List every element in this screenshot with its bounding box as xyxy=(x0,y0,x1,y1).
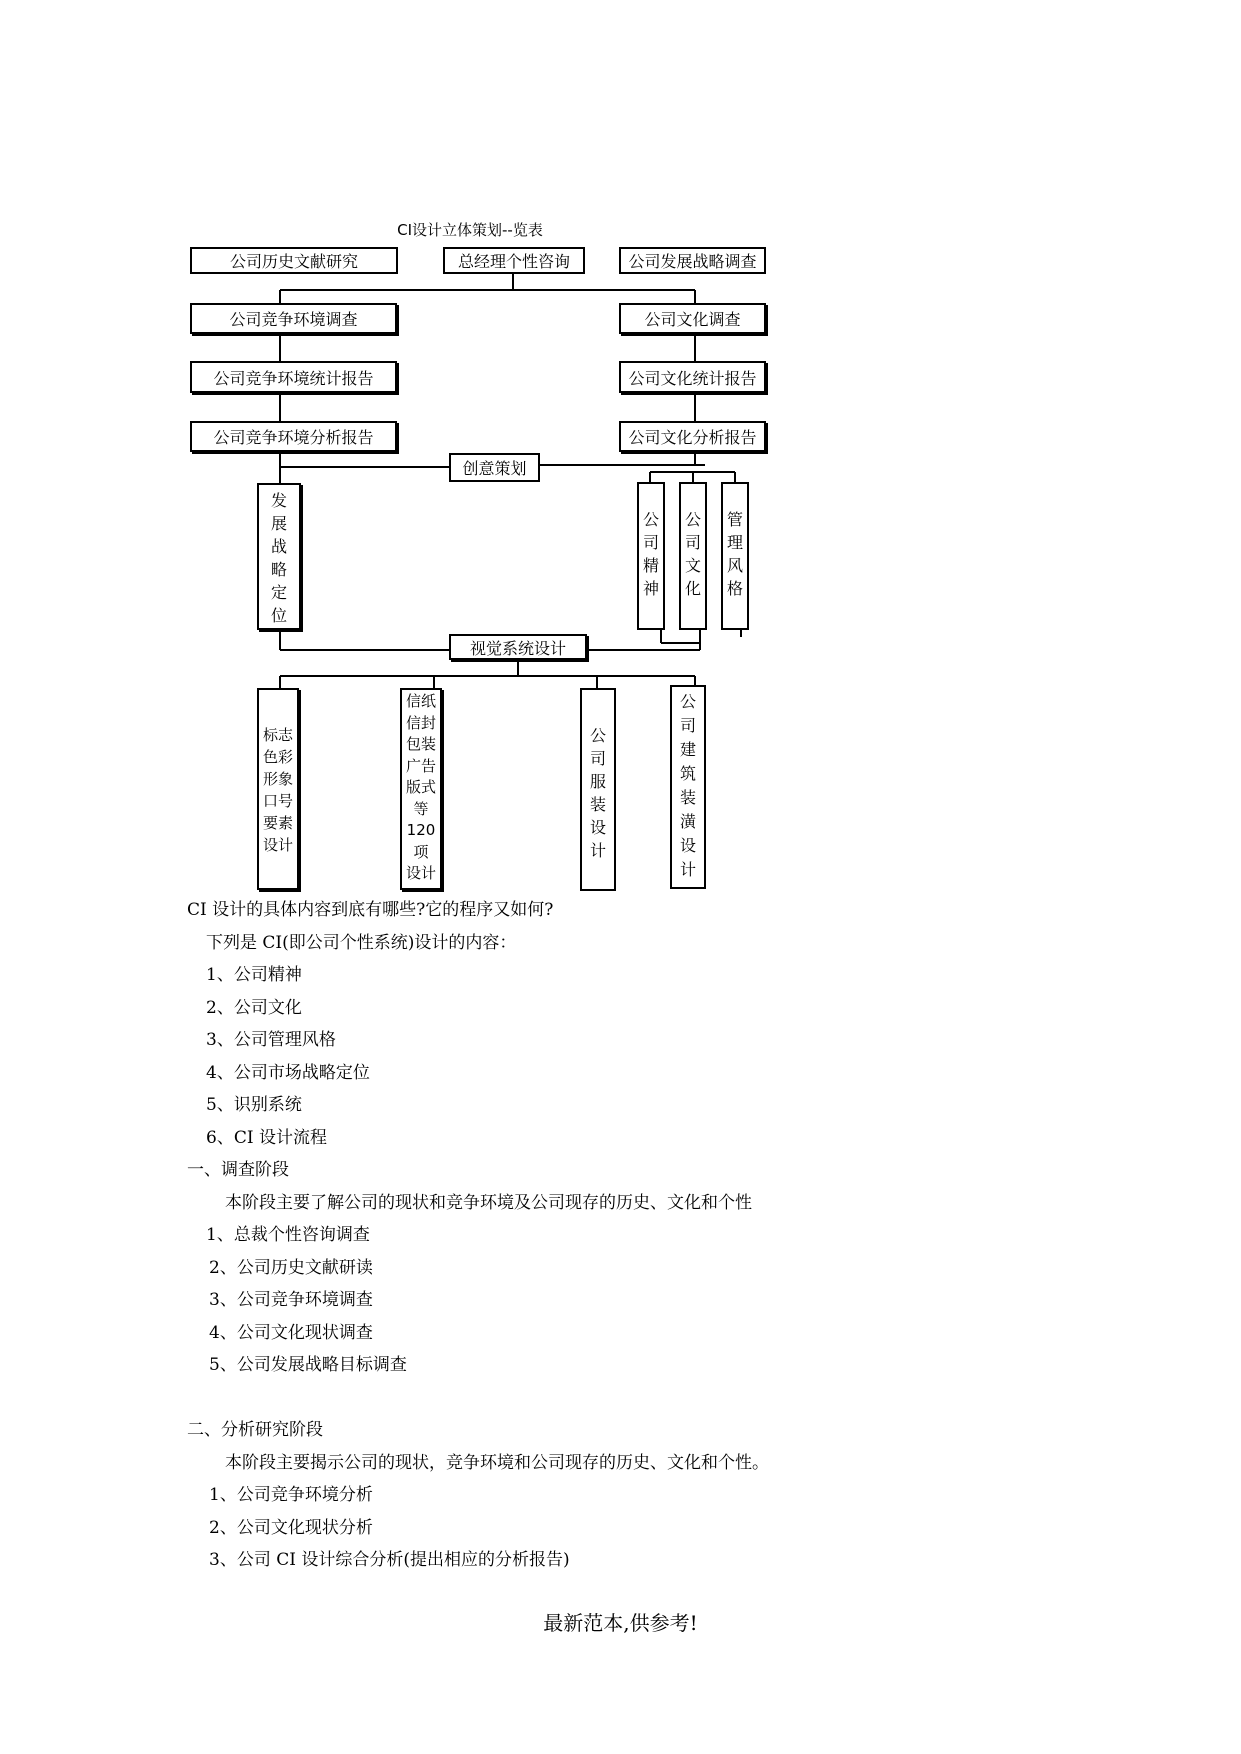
list-item: 2、公司文化现状分析 xyxy=(209,1518,373,1538)
box-creative-planning: 创意策划 xyxy=(449,453,540,482)
list-item: 4、公司文化现状调查 xyxy=(209,1323,373,1343)
vbox-char: 定 xyxy=(270,583,287,602)
box-management-style xyxy=(721,482,749,630)
vbox-line: 120 xyxy=(406,821,436,839)
vbox-char: 计 xyxy=(679,860,696,879)
box-competition-stat-report: 公司竞争环境统计报告 xyxy=(190,361,397,393)
box-building-decoration-design xyxy=(670,685,706,889)
vbox-char: 公 xyxy=(589,726,606,745)
vbox-line: 项 xyxy=(413,842,429,861)
section-heading: 二、分析研究阶段 xyxy=(187,1420,323,1440)
vbox-line: 形象 xyxy=(262,770,293,788)
box-competition-analysis-report: 公司竞争环境分析报告 xyxy=(190,421,397,452)
vbox-line: 信封 xyxy=(405,713,436,732)
vbox-char: 战 xyxy=(270,537,287,556)
vbox-line: 标志 xyxy=(262,726,293,744)
box-visual-system-design: 视觉系统设计 xyxy=(449,634,587,660)
vbox-char: 服 xyxy=(589,772,606,791)
vbox-char: 潢 xyxy=(679,812,696,831)
list-item: 3、公司竞争环境调查 xyxy=(209,1290,373,1310)
vbox-line: 口号 xyxy=(262,792,293,810)
box-strategy-survey: 公司发展战略调查 xyxy=(619,247,766,274)
vbox-line: 色彩 xyxy=(262,748,293,766)
box-competition-survey: 公司竞争环境调查 xyxy=(190,303,397,334)
vbox-line: 等 xyxy=(413,799,429,818)
page-footer: 最新范本,供参考! xyxy=(543,1611,698,1635)
vbox-char: 发 xyxy=(270,491,287,510)
vbox-char: 装 xyxy=(679,788,696,807)
vbox-char: 位 xyxy=(270,606,287,625)
box-culture-analysis-report: 公司文化分析报告 xyxy=(619,421,766,452)
vbox-char: 筑 xyxy=(679,764,696,783)
question-heading: CI 设计的具体内容到底有哪些?它的程序又如何? xyxy=(187,900,554,920)
vbox-char: 司 xyxy=(684,533,701,552)
vbox-char: 公 xyxy=(684,510,701,529)
vbox-char: 精 xyxy=(642,556,659,575)
list-item: 4、公司市场战略定位 xyxy=(206,1063,370,1083)
vbox-char: 设 xyxy=(679,836,696,855)
vbox-char: 装 xyxy=(589,795,606,814)
vbox-line: 信纸 xyxy=(405,692,436,710)
box-company-culture xyxy=(679,482,707,630)
vbox-line: 广告 xyxy=(405,756,436,775)
vbox-line: 版式 xyxy=(405,778,436,796)
box-company-spirit xyxy=(637,482,665,630)
box-uniform-design xyxy=(580,688,616,891)
section-heading: 一、调查阶段 xyxy=(187,1160,289,1180)
section-description: 本阶段主要揭示公司的现状，竞争环境和公司现存的历史、文化和个性。 xyxy=(225,1453,769,1473)
list-item: 3、公司管理风格 xyxy=(206,1030,336,1050)
vbox-char: 展 xyxy=(270,514,287,533)
list-item: 5、公司发展战略目标调查 xyxy=(209,1355,407,1375)
section-description: 本阶段主要了解公司的现状和竞争环境及公司现存的历史、文化和个性 xyxy=(225,1193,752,1213)
vbox-char: 计 xyxy=(589,841,606,860)
vbox-char: 公 xyxy=(679,692,696,711)
vbox-line: 要素 xyxy=(262,814,293,832)
vbox-char: 管 xyxy=(726,510,743,529)
vbox-char: 格 xyxy=(726,579,743,598)
vbox-char: 略 xyxy=(270,560,287,579)
box-stationery-design xyxy=(400,688,442,890)
diagram-title: CI设计立体策划--览表 xyxy=(397,221,543,239)
list-item: 6、CI 设计流程 xyxy=(206,1128,327,1148)
box-culture-survey: 公司文化调查 xyxy=(619,303,766,334)
list-item: 5、识别系统 xyxy=(206,1095,302,1115)
list-item: 1、公司精神 xyxy=(206,965,302,985)
list-item: 2、公司历史文献研读 xyxy=(209,1258,373,1278)
box-strategy-positioning xyxy=(257,483,301,630)
vbox-char: 建 xyxy=(679,740,696,759)
intro-line: 下列是 CI(即公司个性系统)设计的内容： xyxy=(206,933,517,953)
vbox-char: 设 xyxy=(589,818,606,837)
box-company-history-research: 公司历史文献研究 xyxy=(190,247,398,274)
vbox-char: 风 xyxy=(726,556,743,575)
box-logo-design xyxy=(257,688,299,890)
vbox-char: 公 xyxy=(642,510,659,529)
vbox-char: 司 xyxy=(642,533,659,552)
list-item: 2、公司文化 xyxy=(206,998,302,1018)
list-item: 1、总裁个性咨询调查 xyxy=(206,1225,370,1245)
vbox-line: 设计 xyxy=(405,864,436,882)
vbox-line: 包装 xyxy=(405,735,436,753)
vbox-char: 理 xyxy=(726,533,743,552)
vbox-line: 设计 xyxy=(262,836,293,854)
vbox-char: 化 xyxy=(684,579,701,598)
list-item: 3、公司 CI 设计综合分析(提出相应的分析报告) xyxy=(209,1550,570,1570)
vbox-char: 司 xyxy=(589,749,606,768)
box-culture-stat-report: 公司文化统计报告 xyxy=(619,361,766,393)
vbox-char: 神 xyxy=(642,579,659,598)
vbox-char: 司 xyxy=(679,716,696,735)
box-gm-personality-consult: 总经理个性咨询 xyxy=(443,247,585,274)
list-item: 1、公司竞争环境分析 xyxy=(209,1485,373,1505)
vbox-char: 文 xyxy=(684,556,701,575)
